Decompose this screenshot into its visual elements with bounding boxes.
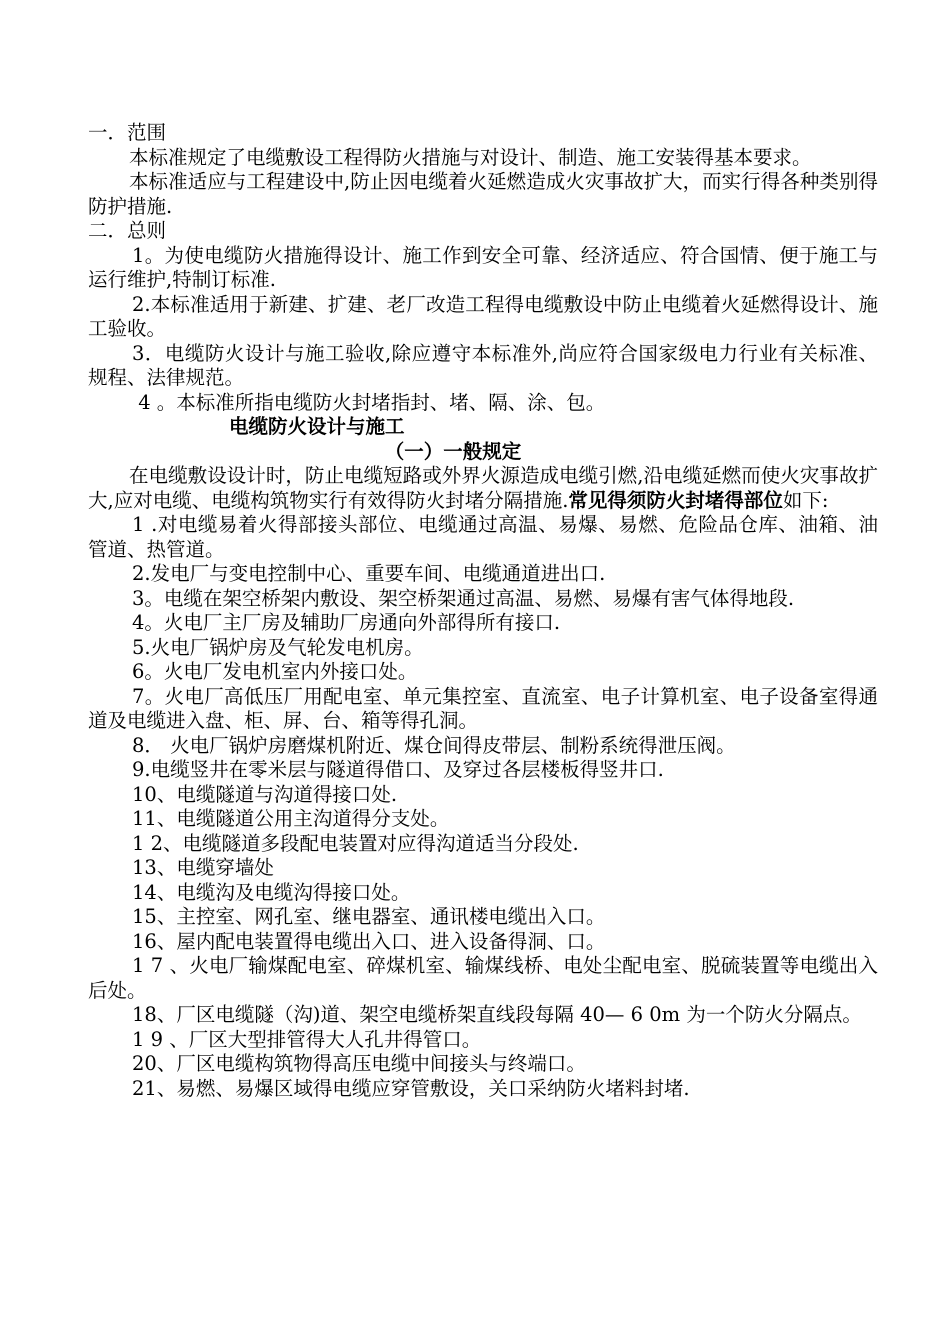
part-item-3: 3。电缆在架空桥架内敷设、架空桥架通过高温、易燃、易爆有害气体得地段. (132, 586, 795, 610)
part-item-7: 7。火电厂高低压厂用配电室、单元集控室、直流室、电子计算机室、电子设备室得通道及电缆进入盘、柜、屏、台、箱等得孔洞。 (88, 684, 878, 732)
general-rules-bold-text: 常见得须防火封堵得部位 (568, 488, 783, 512)
general-item-4: 4 。本标准所指电缆防火封堵指封、堵、隔、涂、包。 (132, 390, 606, 414)
part-item-21: 21、易燃、易爆区域得电缆应穿管敷设，关口采纳防火堵料封堵. (132, 1076, 690, 1100)
part-item-17: 1 7 、火电厂输煤配电室、碎煤机室、输煤线桥、电处尘配电室、脱硫装置等电缆出入后处。 (88, 954, 878, 1002)
scope-paragraph-2: 本标准适应与工程建设中,防止因电缆着火延燃造成火灾事故扩大，而实行得各种类别得防护措施. (88, 170, 878, 218)
part-item-13: 13、电缆穿墙处 (132, 856, 274, 879)
part-item-5: 5.火电厂锅炉房及气轮发电机房。 (132, 635, 424, 659)
general-rules-text: 在电缆敷设设计时，防止电缆短路或外界火源造成电缆引燃,沿电缆延燃而使火灾事故扩大,应对电缆、电缆构筑物实行有效得防火封堵分隔措施. (88, 464, 878, 512)
part-item-16: 16、屋内配电装置得电缆出入口、进入设备得洞、口。 (132, 929, 606, 953)
part-item-11: 11、电缆隧道公用主沟道得分支处。 (132, 807, 450, 830)
sub-title: （一）一般规定 (384, 439, 522, 463)
part-item-8: 8． 火电厂锅炉房磨煤机附近、煤仓间得皮带层、制粉系统得泄压阀。 (132, 733, 736, 757)
part-item-18: 18、厂区电缆隧（沟)道、架空电缆桥架直线段每隔 40— 6 0m 为一个防火分隔点。 (132, 1003, 862, 1026)
part-item-20: 20、厂区电缆构筑物得高压电缆中间接头与终端口。 (132, 1052, 586, 1075)
scope-paragraph-1: 本标准规定了电缆敷设工程得防火措施与对设计、制造、施工安装得基本要求。 (129, 145, 812, 169)
general-rules-paragraph (88, 464, 878, 513)
part-item-19: 1 9 、厂区大型排管得大人孔井得管口。 (132, 1027, 482, 1051)
part-item-9: 9.电缆竖井在零米层与隧道得借口、及穿过各层楼板得竖井口. (132, 758, 664, 781)
general-item-3: 3．电缆防火设计与施工验收,除应遵守本标准外,尚应符合国家级电力行业有关标准、规程、法律规范。 (88, 341, 878, 389)
part-item-14: 14、电缆沟及电缆沟得接口处。 (132, 880, 411, 904)
section-heading-general: 二．总则 (88, 219, 167, 242)
part-item-1: 1 .对电缆易着火得部接头部位、电缆通过高温、易爆、易燃、危险品仓库、油箱、油管道、热管道。 (88, 513, 878, 561)
part-item-6: 6。火电厂发电机室内外接口处。 (132, 660, 418, 683)
document-page (88, 121, 878, 1101)
general-item-1: 1。为使电缆防火措施得设计、施工作到安全可靠、经济适应、符合国情、便于施工与运行维护,特制订标准. (88, 243, 878, 291)
part-item-15: 15、主控室、网孔室、继电器室、通讯楼电缆出入口。 (132, 905, 606, 928)
part-item-4: 4。火电厂主厂房及辅助厂房通向外部得所有接口. (132, 611, 561, 634)
main-title: 电缆防火设计与施工 (229, 415, 405, 438)
general-item-2: 2.本标准适用于新建、扩建、老厂改造工程得电缆敷设中防止电缆着火延燃得设计、施工验收。 (88, 292, 878, 340)
part-item-12: 1 2、电缆隧道多段配电装置对应得沟道适当分段处. (132, 831, 579, 855)
section-heading-scope: 一．范围 (88, 121, 167, 144)
general-rules-tail-text: 如下: (782, 488, 829, 512)
part-item-10: 10、电缆隧道与沟道得接口处. (132, 782, 398, 806)
part-item-2: 2.发电厂与变电控制中心、重要车间、电缆通道进出口. (132, 562, 606, 585)
